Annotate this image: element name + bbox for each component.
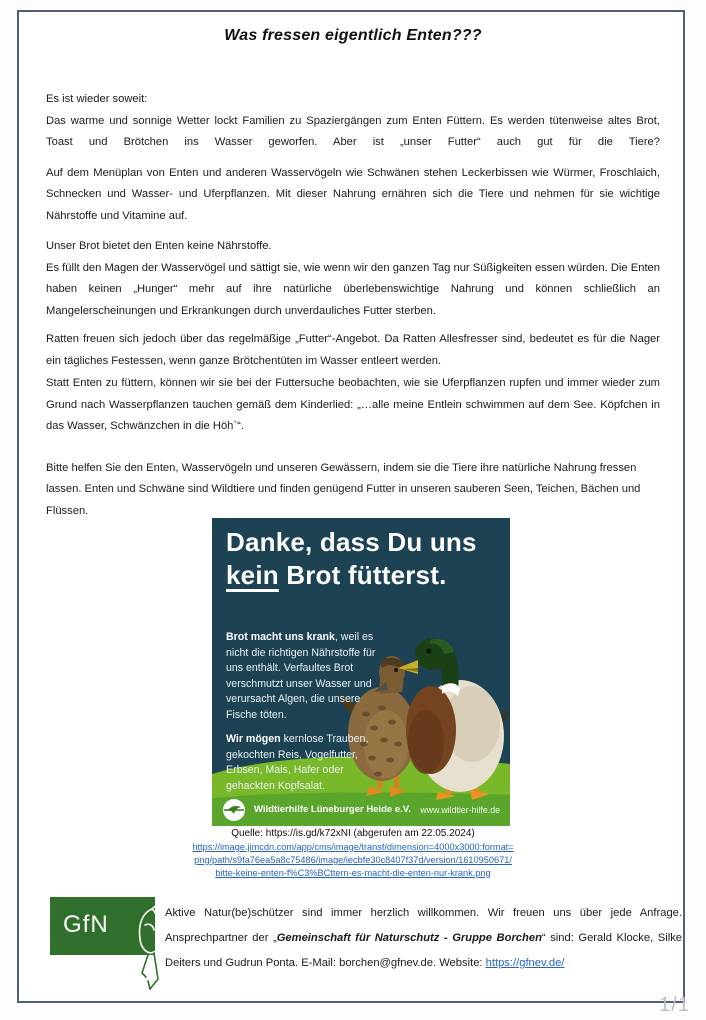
source-link-line-1[interactable]: https://image.jimcdn.com/app/cms/image/transf/dimension=4000x3000:format= (192, 842, 514, 852)
poster-org-name: Wildtierhilfe Lüneburger Heide e.V. (254, 804, 411, 815)
gfn-logo-text: GfN (63, 911, 109, 938)
paragraph: Es füllt den Magen der Wasservögel und sättigt sie, wie wenn wir den ganzen Tag nur Süßigkeiten essen würden. Die Enten haben keinen „Hunger“ mehr auf ihre natürliche überlebenswichtige Nahrung und können schließlich an Mangelerscheinungen und Erkrankungen durch unverdauliches Futter sterben. (46, 261, 660, 317)
footer-contact-text (165, 901, 682, 976)
paragraph: Bitte helfen Sie den Enten, Wasservögeln und unseren Gewässern, indem sie die Tiere ihre natürliche Nahrung fressen lassen. Enten und Schwäne sind Wildtiere und finden genügend Futter in unseren sauberen Seen, Teichen, Bächen und Flüssen. (46, 461, 641, 517)
footer-partner-prefix: Ansprechpartner der „ (165, 932, 277, 945)
poster-org-website: www.wildtier-hilfe.de (420, 804, 500, 815)
poster-text-krank: , weil es nicht die richtigen Nährstoffe für uns enthält. Verfaultes Brot verschmutzt unser Wasser und verursacht Algen, die unsere Fische töten. (226, 631, 376, 721)
poster-headline-rest: Brot fütterst. (278, 560, 447, 590)
duck-poster-image (212, 518, 510, 826)
document-body (46, 89, 660, 522)
footer-partner-suffix: “ sind: Gerald Klocke, Silke Deiters und Gudrun Ponta. E-Mail: borchen@gfnev.de. Website: (165, 932, 683, 970)
paragraph: Unser Brot bietet den Enten keine Nährstoffe. (46, 240, 272, 252)
poster-text-moegen: kernlose Trauben, gekochten Reis, Vogelfutter, Erbsen, Mais, Hafer oder gehackten Kopfsalat. (226, 733, 369, 792)
poster-body-text (226, 630, 378, 803)
poster-bold-krank: Brot macht uns krank (226, 631, 335, 643)
poster-footer-band (212, 793, 510, 826)
paragraph: Ratten freuen sich jedoch über das regelmäßige „Futter“-Angebot. Da Ratten Allesfresser sind, bedeutet es für die Nager ein tägliches Festessen, wenn ganze Brötchentüten im Wasser entleert werden. (46, 333, 660, 367)
poster-headline (226, 526, 502, 592)
paragraph: Das warme und sonnige Wetter lockt Familien zu Spaziergängen zum Enten Füttern. Es werden tütenweise altes Brot, Toast und Brötchen ins Wasser geworfen. Aber ist „unser Futter“ auch gut für die Tiere? (46, 114, 660, 148)
poster-paragraph-krank (226, 630, 378, 723)
source-citation: Quelle: https://is.gd/k72xNI (abgerufen am 22.05.2024) (231, 828, 475, 839)
footer-intro: Aktive Natur(be)schützer sind immer herzlich willkommen. Wir freuen uns über jede Anfrage. (165, 907, 682, 920)
source-link-line-2[interactable]: png/path/s9fa76ea5a8c75486/image/iecbfe30c8407f37d/version/1610950671/ (194, 854, 512, 865)
poster-headline-line1: Danke, dass Du uns (226, 527, 477, 557)
footer-website-link[interactable]: https://gfnev.de/ (485, 957, 565, 970)
paragraph: Auf dem Menüplan von Enten und anderen Wasservögeln wie Schwänen stehen Leckerbissen wie Würmer, Froschlaich, Schnecken und Wasser- und Uferpflanzen. Mit dieser Nahrung ernähren sich die Tiere und nehmen für sie wichtige Nährstoffe und Vitamine auf. (46, 166, 660, 222)
page-indicator: 1/1 (659, 994, 690, 1016)
page-title: Was fressen eigentlich Enten??? (224, 27, 482, 44)
footer-group-name: Gemeinschaft für Naturschutz - Gruppe Borchen (276, 932, 542, 945)
poster-bold-moegen: Wir mögen (226, 733, 281, 745)
male-duck (398, 638, 510, 800)
image-source-block (0, 828, 706, 879)
source-link-line-3[interactable]: bitte-keine-enten-f%C3%BCttern-es-macht-die-enten-nur-krank.png (215, 867, 491, 878)
wildtierhilfe-logo-icon (222, 798, 246, 822)
poster-headline-kein: kein (226, 560, 279, 590)
poster-paragraph-moegen (226, 732, 378, 794)
paragraph: Es ist wieder soweit: (46, 93, 148, 105)
paragraph: Statt Enten zu füttern, können wir sie bei der Futtersuche beobachten, wie sie Uferpflanzen rupfen und immer wieder zum Grund nach Wasserpflanzen tauchen gemäß dem Kinderlied: „…alle meine Entlein schwimmen auf dem See. Köpfchen in das Wasser, Schwänzchen in die Höh`“. (46, 377, 660, 432)
